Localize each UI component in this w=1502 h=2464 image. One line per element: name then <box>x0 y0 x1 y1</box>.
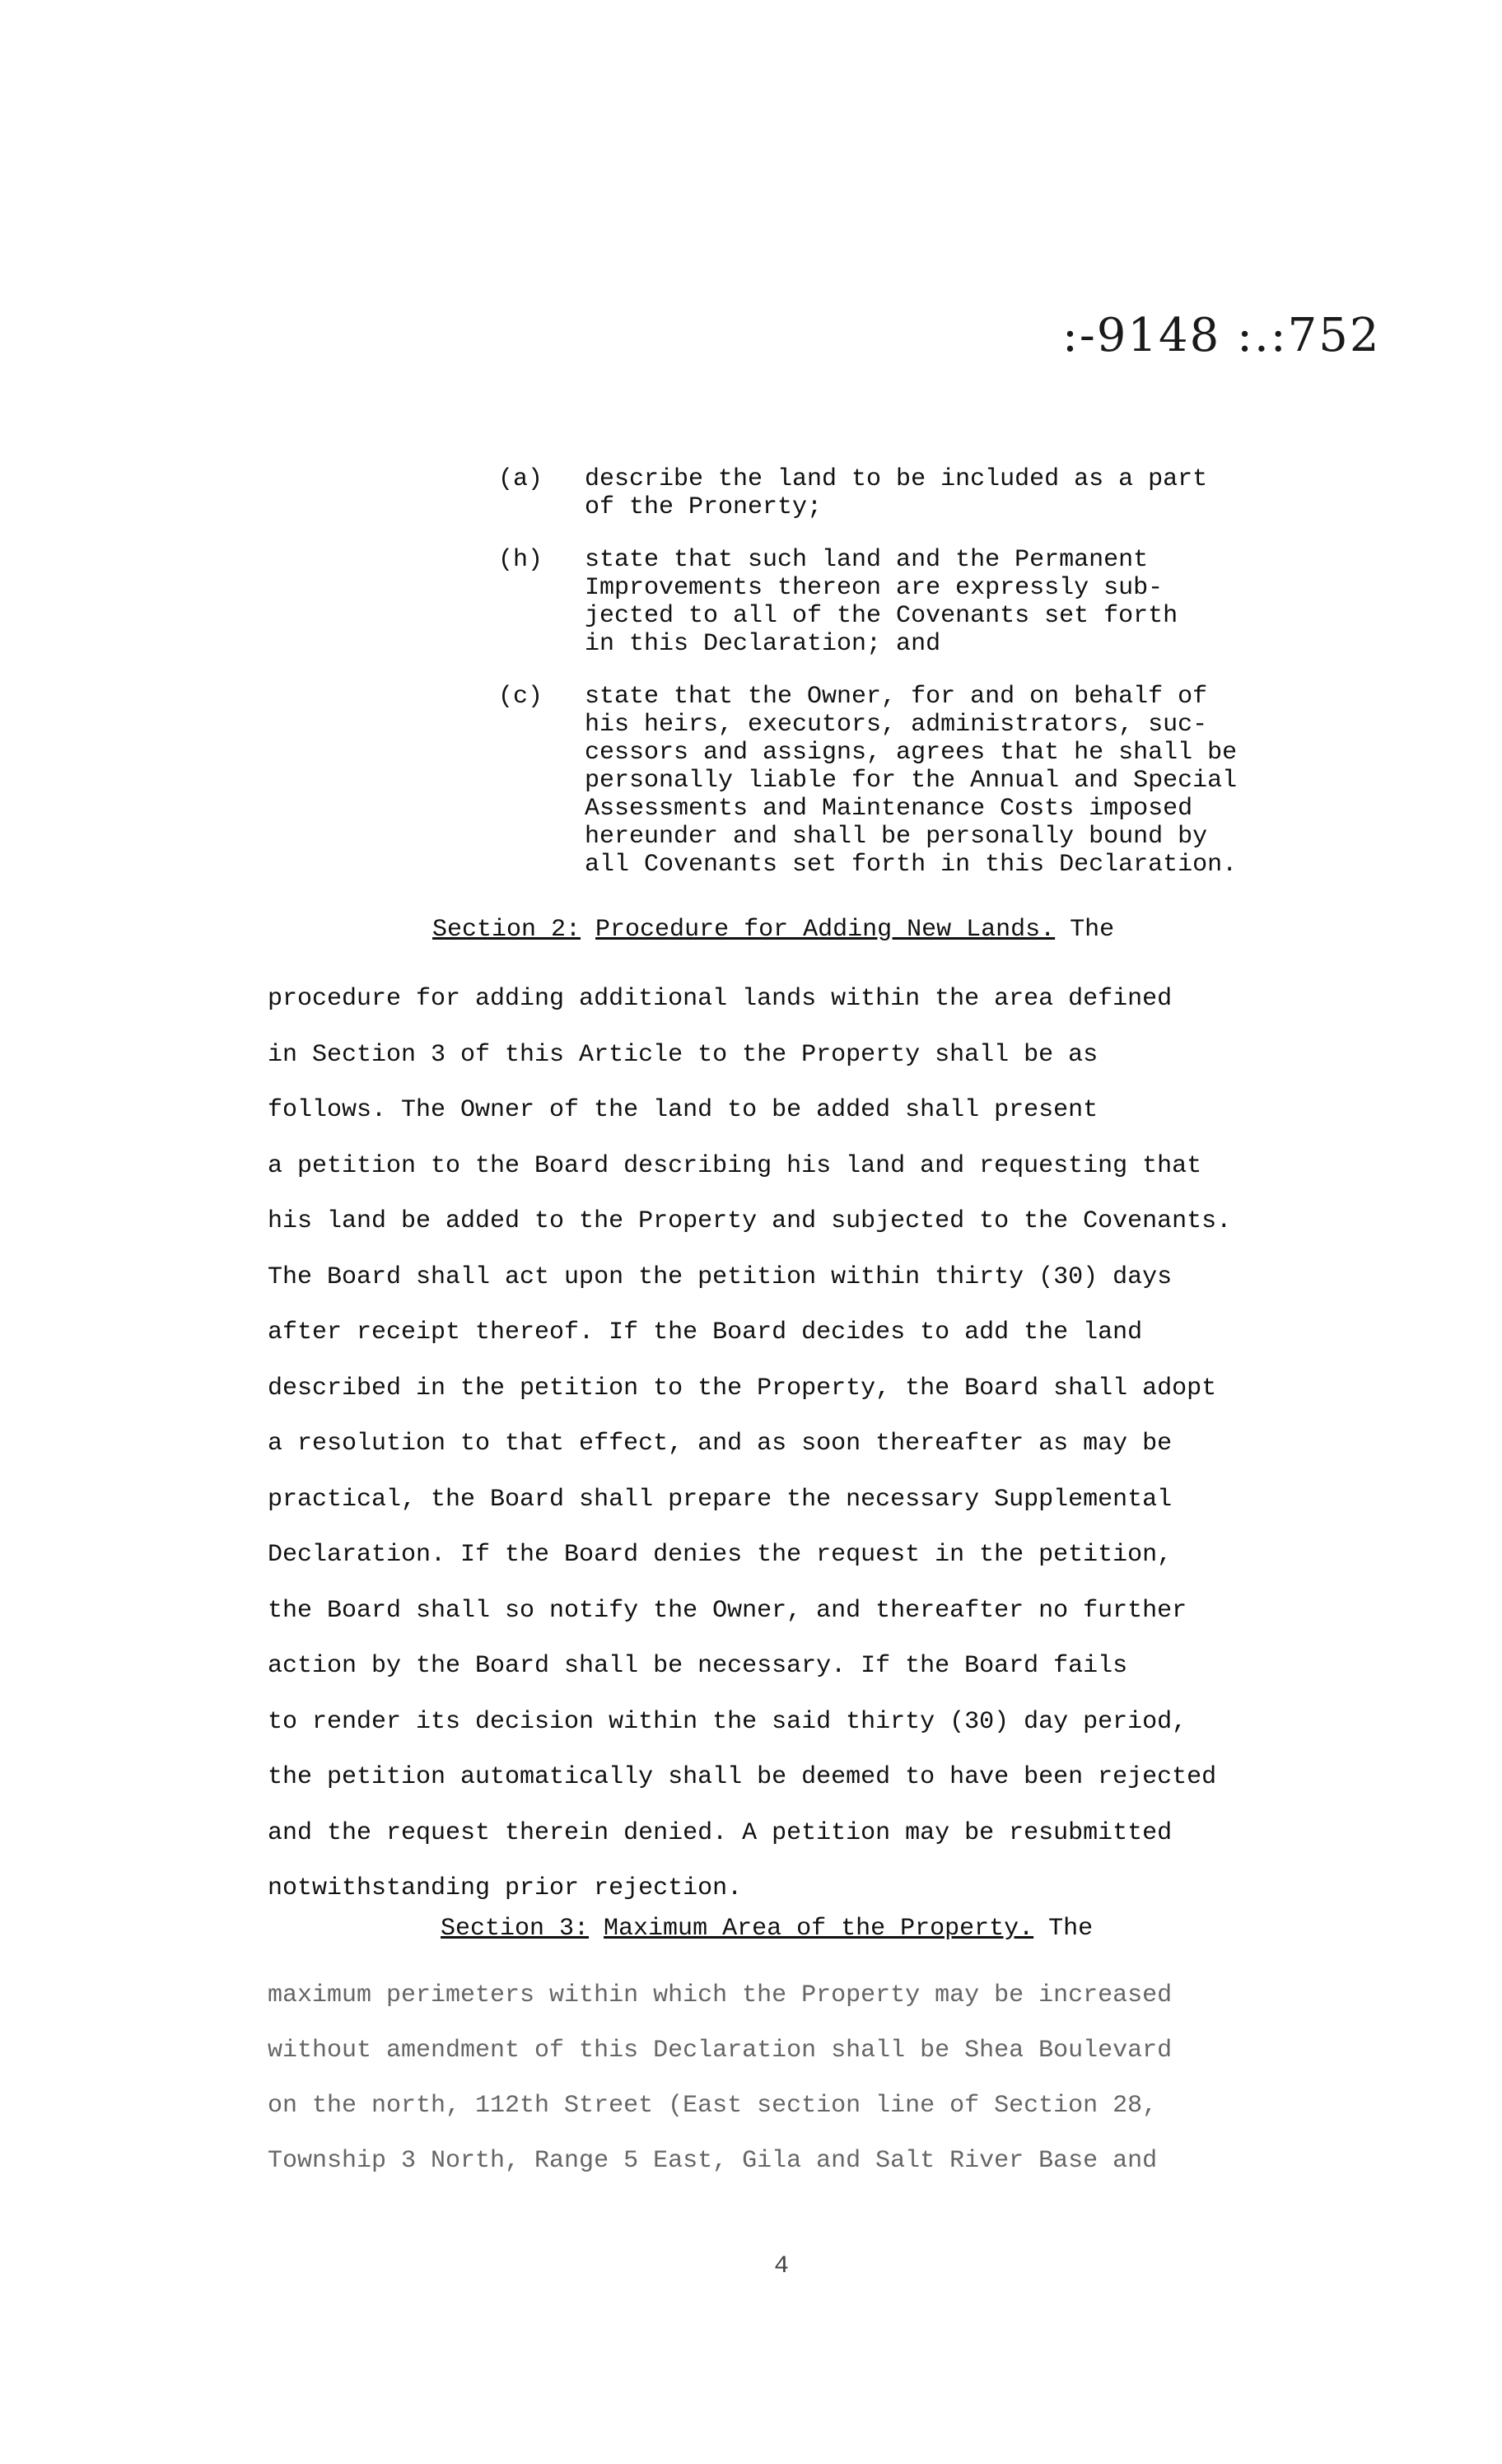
list-marker: (a) <box>498 465 543 493</box>
body-line: his land be added to the Property and subjected to the Covenants. <box>268 1207 1232 1235</box>
recording-stamp: :-9148 :.:752 <box>1062 309 1381 362</box>
list-text: state that such land and the Permanent Improvements thereon are expressly sub- jected to all of the Covenants set forth in this Declaration; and <box>585 546 1178 658</box>
list-text: state that the Owner, for and on behalf of his heirs, executors, administrators, suc- cessors and assigns, agrees that he shall be personally liable for the Annual and Special Assessments and Maintenance Costs imposed hereunder and shall be personally bound by all Covenants set forth in this Declaration. <box>585 683 1238 879</box>
section-2-label: Section 2: <box>432 916 581 944</box>
body-line: practical, the Board shall prepare the necessary Supplemental <box>268 1485 1173 1514</box>
body-line: in Section 3 of this Article to the Property shall be as <box>268 1040 1099 1069</box>
body-line: procedure for adding additional lands within the area defined <box>268 985 1173 1013</box>
page-number: 4 <box>774 2252 790 2280</box>
body-line: notwithstanding prior rejection. <box>268 1874 743 1902</box>
body-line: a resolution to that effect, and as soon thereafter as may be <box>268 1430 1173 1458</box>
list-item <box>498 683 1412 879</box>
body-line: action by the Board shall be necessary. If the Board fails <box>268 1652 1128 1680</box>
list-marker: (h) <box>498 546 543 574</box>
petition-requirements-list <box>498 465 1412 903</box>
body-line: the Board shall so notify the Owner, and thereafter no further <box>268 1596 1187 1625</box>
section-3-lead-word: The <box>1048 1915 1094 1943</box>
body-line: without amendment of this Declaration shall be Shea Boulevard <box>268 2037 1173 2065</box>
section-3-title: Maximum Area of the Property. <box>604 1915 1034 1943</box>
body-line: a petition to the Board describing his land and requesting that <box>268 1151 1202 1180</box>
body-line: follows. The Owner of the land to be added shall present <box>268 1096 1099 1124</box>
body-line: Declaration. If the Board denies the request in the petition, <box>268 1541 1173 1569</box>
section-2-heading <box>432 916 1114 944</box>
section-2-body <box>268 972 1420 1917</box>
body-line: maximum perimeters within which the Property may be increased <box>268 1981 1173 2009</box>
section-2-lead-word: The <box>1070 916 1115 944</box>
body-line: and the request therein denied. A petition may be resubmitted <box>268 1818 1173 1847</box>
body-line: the petition automatically shall be deemed to have been rejected <box>268 1763 1217 1791</box>
body-line: to render its decision within the said thirty (30) day period, <box>268 1707 1187 1736</box>
section-2-title: Procedure for Adding New Lands. <box>595 916 1056 944</box>
list-item <box>498 465 1412 521</box>
list-marker: (c) <box>498 683 543 711</box>
section-3-body <box>268 1968 1420 2189</box>
body-line: on the north, 112th Street (East section line of Section 28, <box>268 2092 1158 2120</box>
list-item <box>498 546 1412 658</box>
body-line: after receipt thereof. If the Board decides to add the land <box>268 1318 1143 1346</box>
body-line: The Board shall act upon the petition within thirty (30) days <box>268 1262 1173 1291</box>
list-text: describe the land to be included as a part of the Pronerty; <box>585 465 1208 521</box>
body-line: described in the petition to the Property, the Board shall adopt <box>268 1374 1217 1402</box>
body-line: Township 3 North, Range 5 East, Gila and Salt River Base and <box>268 2147 1158 2175</box>
section-3-heading <box>441 1915 1093 1943</box>
section-3-label: Section 3: <box>441 1915 590 1943</box>
